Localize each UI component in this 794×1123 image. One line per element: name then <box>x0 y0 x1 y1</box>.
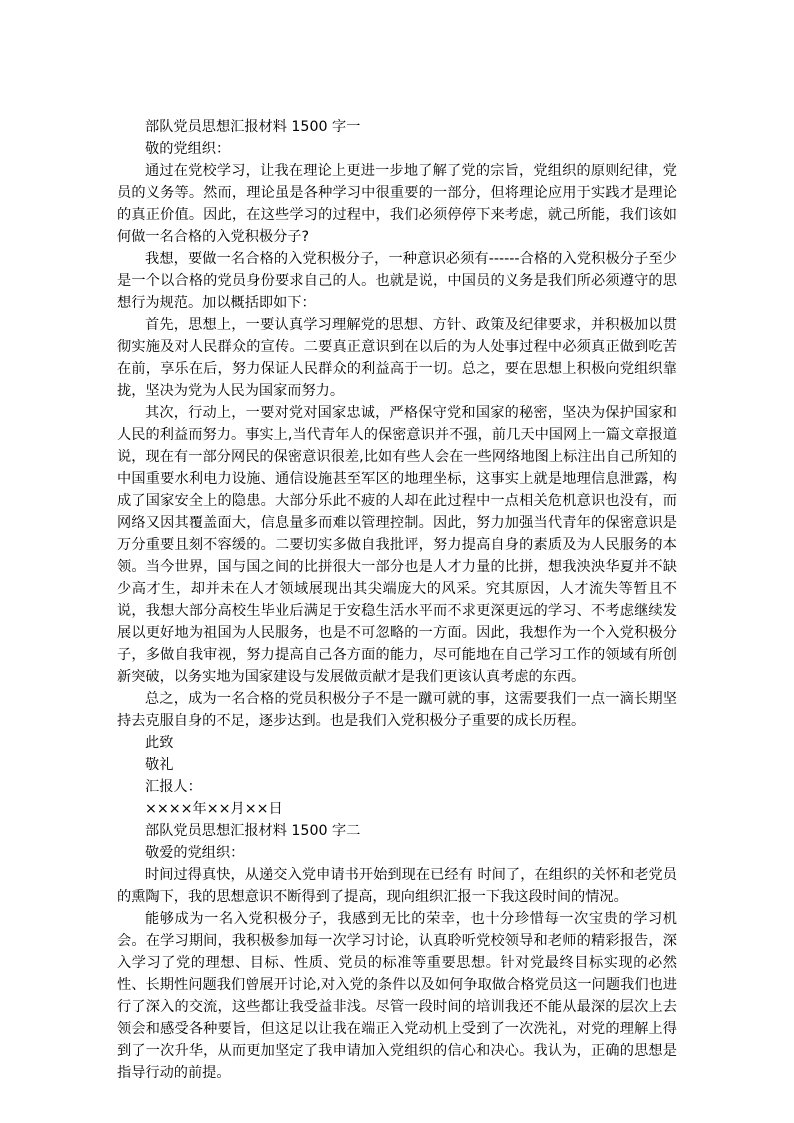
section-title: 部队党员思想汇报材料 1500 字二 <box>145 823 361 839</box>
body-paragraph: 总之，成为一名合格的党员积极分子不是一蹴可就的事，这需要我们一点一滴长期坚持去克服自身的不足，逐步达到。也是我们入党积极分子重要的成长历程。 <box>117 691 677 729</box>
reporter-line: 汇报人： <box>145 779 202 795</box>
document-page <box>117 116 677 1084</box>
salutation: 敬爱的党组织： <box>145 845 245 861</box>
closing-line: 此致 <box>145 735 174 751</box>
body-paragraph: 其次，行动上，一要对党对国家忠诚，严格保守党和国家的秘密，坚决为保护国家和人民的利益而努力。事实上,当代青年人的保密意识并不强，前几天中国网上一篇文章报道说，现在有一部分网民的保密意识很差,比如有些人会在一些网络地图上标注出自己所知的中国重要水利电力设施、通信设施甚至军区的地理坐标，这事实上就是地理信息泄露，构成了国家安全上的隐患。大部分乐此不疲的人却在此过程中一点相关危机意识也没有，而网络又因其覆盖面大，信息量多而难以管理控制。因此，努力加强当代青年的保密意识是万分重要且刻不容缓的。二要切实多做自我批评，努力提高自身的素质及为人民服务的本领。当今世界，国与国之间的比拼很大一部分也是人才力量的比拼，想我泱泱华夏并不缺少高才生，却并未在人才领域展现出其尖端庞大的风采。究其原因，人才流失等暂且不说，我想大部分高校生毕业后满足于安稳生活水平而不求更深更远的学习、不考虑继续发展以更好地为祖国为人民服务，也是不可忽略的一方面。因此，我想作为一个入党积极分子，多做自我审视，努力提高自己各方面的能力，尽可能地在自己学习工作的领域有所创新突破，以务实地为国家建设与发展做贡献才是我们更该认真考虑的东西。 <box>117 405 677 685</box>
section-title: 部队党员思想汇报材料 1500 字一 <box>145 119 361 135</box>
body-paragraph: 我想，要做一名合格的入党积极分子，一种意识必须有------合格的入党积极分子至少是一个以合格的党员身份要求自己的人。也就是说，中国员的义务是我们所必须遵守的思想行为规范。加以概括即如下： <box>117 251 677 311</box>
body-paragraph: 能够成为一名入党积极分子，我感到无比的荣幸，也十分珍惜每一次宝贵的学习机会。在学习期间，我积极参加每一次学习讨论，认真聆听党校领导和老师的精彩报告，深入学习了党的理想、目标、性质、党员的标准等重要思想。针对党最终目标实现的必然性、长期性问题我们曾展开讨论,对入党的条件以及如何争取做合格党员这一问题我们也进行了深入的交流，这些都让我受益非浅。尽管一段时间的培训我还不能从最深的层次上去领会和感受各种要旨，但这足以让我在端正入党动机上受到了一次洗礼，对党的理解上得到了一次升华，从而更加坚定了我申请加入党组织的信心和决心。我认为，正确的思想是指导行动的前提。 <box>117 911 677 1081</box>
date-line: ××××年××月××日 <box>145 801 283 817</box>
body-paragraph: 通过在党校学习，让我在理论上更进一步地了解了党的宗旨，党组织的原则纪律，党员的义务等。然而，理论虽是各种学习中很重要的一部分，但将理论应用于实践才是理论的真正价值。因此，在这些学习的过程中，我们必须停停下来考虑，就己所能，我们该如何做一名合格的入党积极分子? <box>117 163 677 245</box>
salutation: 敬的党组织： <box>145 141 231 157</box>
body-paragraph: 时间过得真快，从递交入党申请书开始到现在已经有 时间了，在组织的关怀和老党员的熏陶下，我的思想意识不断得到了提高，现向组织汇报一下我这段时间的情况。 <box>117 867 677 905</box>
closing-line: 敬礼 <box>145 757 174 773</box>
body-paragraph: 首先，思想上，一要认真学习理解党的思想、方针、政策及纪律要求，并积极加以贯彻实施及对人民群众的宣传。二要真正意识到在以后的为人处事过程中必须真正做到吃苦在前，享乐在后，努力保证人民群众的利益高于一切。总之，要在思想上积极向党组织靠拢，坚决为党为人民为国家而努力。 <box>117 317 677 399</box>
